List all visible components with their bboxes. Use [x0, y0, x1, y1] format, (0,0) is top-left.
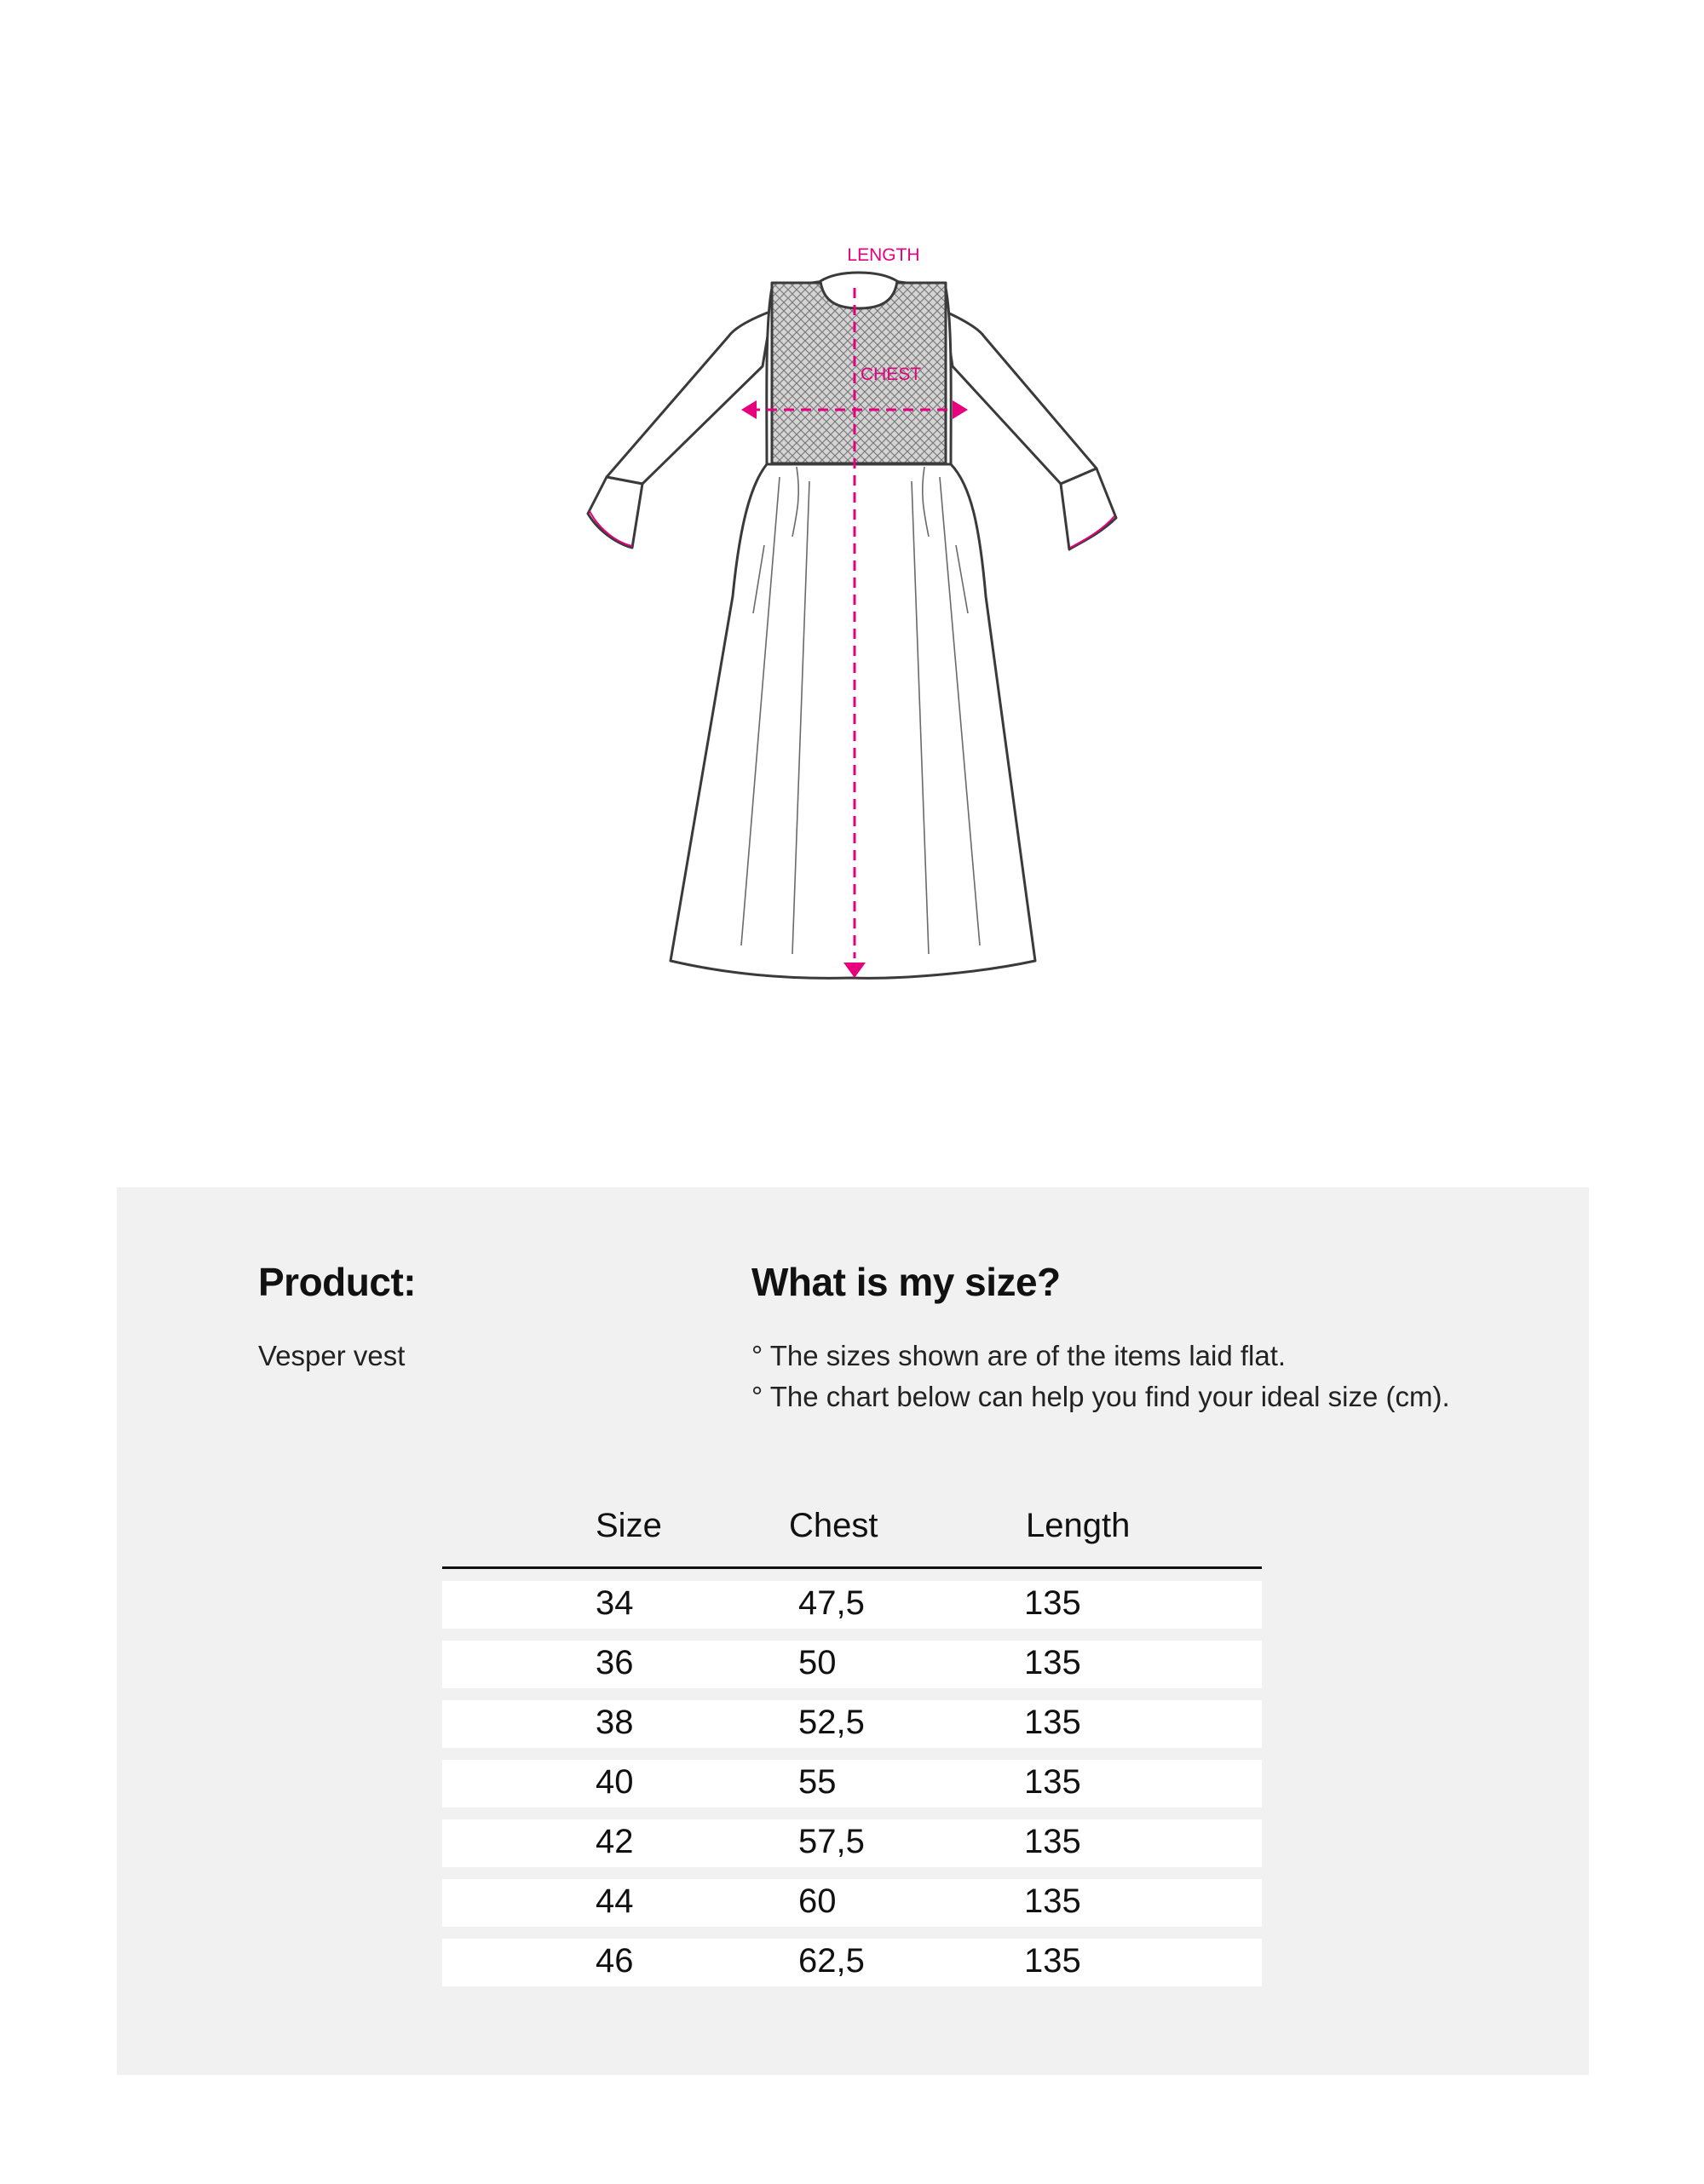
length-cell: 135: [1024, 1584, 1081, 1622]
size-guide-panel: [117, 1187, 1589, 2075]
column-header-length: Length: [1026, 1507, 1131, 1544]
length-cell: 135: [1024, 1882, 1081, 1920]
skirt: [671, 464, 1035, 978]
chest-cell: 62,5: [798, 1942, 865, 1980]
chest-cell: 60: [798, 1882, 837, 1920]
chest-cell: 55: [798, 1763, 837, 1801]
left-cuff: [588, 477, 642, 548]
table-row: [442, 1581, 1262, 1629]
left-sleeve: [607, 311, 772, 484]
size-cell: 40: [596, 1763, 634, 1801]
chest-label: CHEST: [861, 365, 922, 384]
table-header: [442, 1498, 1262, 1569]
product-heading: Product:: [258, 1260, 417, 1304]
table-row: [442, 1879, 1262, 1927]
size-cell: 46: [596, 1942, 634, 1980]
length-cell: 135: [1024, 1942, 1081, 1980]
length-cell: 135: [1024, 1644, 1081, 1681]
table-row: [442, 1819, 1262, 1867]
collar: [820, 273, 897, 308]
size-cell: 38: [596, 1704, 634, 1741]
size-cell: 36: [596, 1644, 634, 1681]
column-header-chest: Chest: [789, 1507, 878, 1544]
column-header-size: Size: [596, 1507, 662, 1544]
length-cell: 135: [1024, 1763, 1081, 1801]
size-cell: 44: [596, 1882, 634, 1920]
size-note: ° The chart below can help you find your ideal size (cm).: [751, 1381, 1450, 1412]
table-row: [442, 1641, 1262, 1688]
length-cell: 135: [1024, 1704, 1081, 1741]
chest-cell: 47,5: [798, 1584, 865, 1622]
size-cell: 34: [596, 1584, 634, 1622]
table-row: [442, 1700, 1262, 1748]
table-row: [442, 1939, 1262, 1986]
chest-cell: 50: [798, 1644, 837, 1681]
length-label: LENGTH: [847, 245, 920, 265]
size-notes: [751, 1336, 1450, 1417]
product-name: Vesper vest: [258, 1340, 406, 1371]
size-table: [442, 1498, 1262, 1986]
size-heading: What is my size?: [751, 1260, 1061, 1304]
size-cell: 42: [596, 1823, 634, 1860]
length-cell: 135: [1024, 1823, 1081, 1860]
size-note: ° The sizes shown are of the items laid flat.: [751, 1340, 1287, 1371]
chest-cell: 52,5: [798, 1704, 865, 1741]
right-sleeve: [944, 311, 1097, 484]
table-row: [442, 1760, 1262, 1808]
chest-cell: 57,5: [798, 1823, 865, 1860]
